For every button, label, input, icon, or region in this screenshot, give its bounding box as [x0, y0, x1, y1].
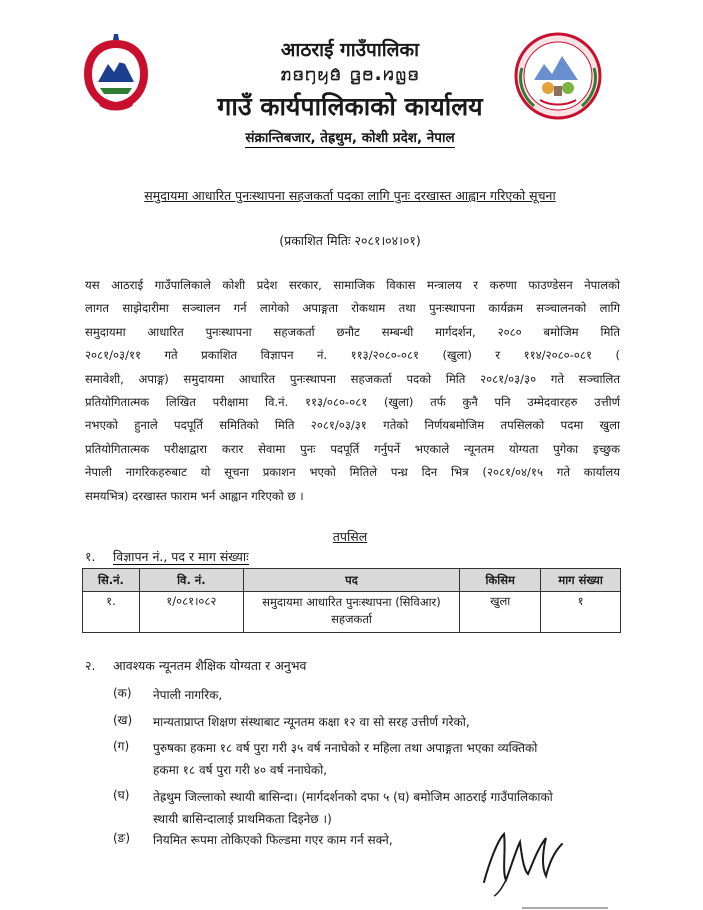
item-key: (ग) [113, 739, 130, 753]
body-line: नेपाली नागरिकहरुबाट यो सूचना प्रकाशन भएको मितिले पन्ध्र दिन भित्र (२०८१/०४/१५ गते कार्यालय [85, 465, 620, 480]
body-line: समावेशी, अपाङ्ग) समुदायमा आधारित पुनःस्थापना सहजकर्ता पदको मिति २०८१/०३/३० गते सञ्चालित [85, 371, 620, 386]
page-edge-mark [520, 902, 610, 910]
item-key: (ख) [113, 713, 133, 727]
table-header-row [83, 569, 621, 592]
post-table [82, 568, 621, 633]
municipality-logo [512, 30, 604, 120]
tapsil-heading: तपसिल [332, 529, 368, 544]
handwritten-signature [476, 820, 566, 900]
body-line: समुदायमा आधारित पुनःस्थापना सहजकर्ता छनौट सम्बन्धी मार्गदर्शन, २०८० बमोजिम मिति [85, 324, 620, 339]
item-text-line: नियमित रूपमा तोकिएको फिल्डमा गएर काम गर्न सक्ने, [153, 833, 393, 847]
body-line: नभएको हुनाले पदपूर्ति समितिको मिति २०८१/०३/३१ गतेको निर्णयबमोजिम तपसिलको पदमा खुला [85, 418, 620, 433]
body-line: प्रतियोगितात्मक परीक्षाद्वारा करार सेवामा पुनः पदपूर्ति गर्नुपर्ने भएकाले न्यूनतम योग्यता पुगेका इच्छुक [85, 441, 620, 456]
body-line: प्रतियोगितात्मक लिखित परीक्षामा वि.नं. ११३/०८०-०८१ (खुला) तर्फ कुनै पनि उम्मेदवारहरु उत्तीर्ण [85, 395, 620, 410]
item-key: (क) [113, 686, 132, 700]
nepal-government-emblem [78, 34, 154, 114]
col-header-sn: सि.नं. [83, 569, 140, 592]
cell-count: १ [541, 592, 621, 633]
notice-title: समुदायमा आधारित पुनःस्थापना सहजकर्ता पदका लागि पुनः दरखास्त आह्वान गरिएको सूचना [144, 188, 556, 203]
item-text-line: पुरुषका हकमा १८ वर्ष पुरा गरी ३५ वर्ष ननाघेको र महिला तथा अपाङ्गता भएका व्यक्तिको [153, 741, 538, 755]
section-2-title: आवश्यक न्यूनतम शैक्षिक योग्यता र अनुभव [113, 658, 307, 673]
item-text-line: तेह्रथुम जिल्लाको स्थायी बासिन्दा। (मार्गदर्शनको दफा ५ (घ) बमोजिम आठराई गाउँपालिकाको [153, 790, 553, 804]
table-row [83, 592, 621, 633]
col-header-count: माग संख्या [541, 569, 621, 592]
item-key: (ङ) [113, 831, 131, 845]
section-1-heading [85, 548, 249, 565]
office-address-text: संक्रान्तिबजार, तेह्रथुम, कोशी प्रदेश, नेपाल [245, 130, 455, 146]
cell-sn: १. [83, 592, 140, 633]
office-name-line-1: आठराई गाउँपालिका [280, 39, 420, 61]
item-text-line: मान्यताप्राप्त शिक्षण संस्थाबाट न्यूनतम कक्षा १२ वा सो सरह उत्तीर्ण गरेको, [153, 715, 470, 729]
cell-type: खुला [460, 592, 541, 633]
item-text [153, 684, 633, 706]
published-date: (प्रकाशित मितिः २०८१।०४।०१) [279, 233, 421, 248]
body-line: यस आठराई गाउँपालिकाले कोशी प्रदेश सरकार, सामाजिक विकास मन्त्रालय र करुणा फाउण्डेसन नेपालको [85, 278, 620, 292]
item-key: (घ) [113, 788, 130, 802]
cell-post-line-2: सहजकर्ता [331, 612, 372, 626]
item-text [153, 711, 633, 733]
cell-post [243, 592, 460, 633]
cell-adv-no: १/०८१।०८२ [139, 592, 243, 633]
section-1-number: १. [85, 549, 96, 564]
notice-body-paragraph [85, 274, 620, 508]
body-line: समयभित्र) दरखास्त फाराम भर्न आह्वान गरिएको छ । [85, 488, 304, 503]
col-header-adv-no: वि. नं. [139, 569, 243, 592]
office-name-line-2: ꤊꤢꤚꤟꤢꤨ ꤞꤥ.ꤙꤜꤢ [280, 63, 420, 85]
office-name-line-3: गाउँ कार्यपालिकाको कार्यालय [217, 92, 483, 121]
item-text-line: हकमा १८ वर्ष पुरा गरी ४० वर्ष ननाघेको, [153, 763, 328, 777]
section-2-number: २. [85, 658, 96, 673]
office-address [150, 128, 550, 146]
body-line: २०८१/०३/११ गते प्रकाशित विज्ञापन नं. ११३/२०८०-०८१ (खुला) र ११४/२०८०-०८१ ( [85, 348, 620, 363]
item-text [153, 737, 633, 781]
section-1-title: विज्ञापन नं., पद र माग संख्याः [113, 549, 249, 564]
item-text-line: नेपाली नागरिक, [153, 688, 223, 702]
item-text-line: स्थायी बासिन्दालाई प्राथमिकता दिइनेछ ।) [153, 812, 332, 826]
cell-post-line-1: समुदायमा आधारित पुनःस्थापना (सिविआर) [262, 595, 441, 609]
section-2-heading [85, 657, 306, 674]
col-header-post: पद [243, 569, 460, 592]
col-header-type: किसिम [460, 569, 541, 592]
body-line: लागत साझेदारीमा सञ्चालन गर्न लागेको अपाङ्गता रोकथाम तथा पुनःस्थापना कार्यक्रम सञ्चालनको लागि [85, 301, 620, 316]
